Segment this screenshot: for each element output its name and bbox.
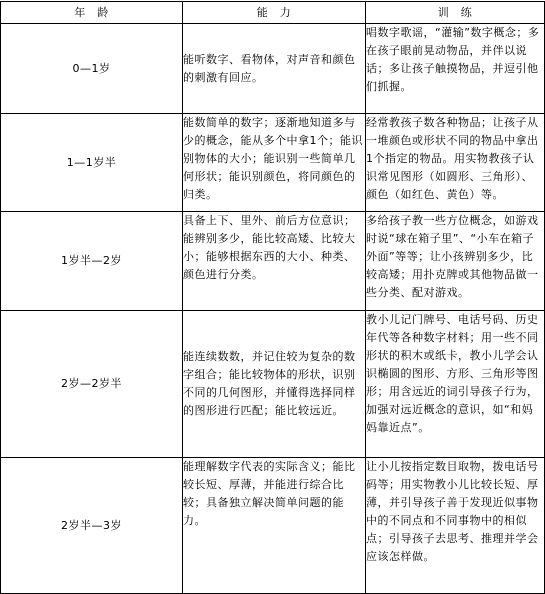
training-cell: 教小儿记门牌号、电话号码、历史年代等各种数字材料；用一些不同形状的积木或纸卡，教小儿学会认识椭圆的图形、方形、三角形等图形；用含远近的词引导孩子行为，加强对远近概念的意识，如“和妈妈靠近点”。: [366, 311, 545, 458]
age-cell: 2岁半—3岁: [1, 458, 183, 594]
age-cell: 0—1岁: [1, 24, 183, 114]
training-cell: 让小儿按指定数目取物，拨电话号码等；用实物教小儿比较长短、厚薄，并引导孩子善于发现近似事物中的不同点和不同事物中的相似点；引导孩子去思考、推理并学会应该怎样做。: [366, 458, 545, 594]
training-cell: 经常教孩子数各种物品；让孩子从一堆颜色或形状不同的物品中拿出1个指定的物品。用实物教孩子认识常见图形（如圆形、三角形）、颜色（如红色、黄色）等。: [366, 114, 545, 212]
age-cell: 1岁半—2岁: [1, 212, 183, 311]
age-cell: 1—1岁半: [1, 114, 183, 212]
ability-cell: 能听数字、看物体，对声音和颜色的刺激有回应。: [183, 24, 366, 114]
age-cell: 2岁—2岁半: [1, 311, 183, 458]
table-row: [1, 212, 545, 311]
table-row: [1, 24, 545, 114]
header-training: 训 练: [366, 2, 545, 24]
table-row: [1, 311, 545, 458]
header-row: [1, 2, 545, 24]
table-row: [1, 114, 545, 212]
ability-cell: 能理解数字代表的实际含义；能比较长短、厚薄，并能进行综合比较；具备独立解决简单问题的能力。: [183, 458, 366, 594]
table-row: [1, 458, 545, 594]
header-age: 年 龄: [1, 2, 183, 24]
ability-cell: 能连续数数，并记住较为复杂的数字组合；能比较物体的形状，识别不同的几何图形，并懂得选择同样的图形进行匹配；能比较远近。: [183, 311, 366, 458]
ability-cell: 具备上下、里外、前后方位意识；能辨别多少，能比较高矮、比较大小；能够根据东西的大小、种类、颜色进行分类。: [183, 212, 366, 311]
training-cell: 多给孩子教一些方位概念，如游戏时说“球在箱子里”、“小车在箱子外面”等等；让小孩辨别多少，比较高矮；用扑克牌或其他物品做一些分类、配对游戏。: [366, 212, 545, 311]
training-cell: 唱数字歌谣，“灌输”数字概念；多在孩子眼前晃动物品，并伴以说话；多让孩子触摸物品，并逗引他们抓握。: [366, 24, 545, 114]
development-table: [0, 1, 545, 594]
ability-cell: 能数简单的数字；逐渐地知道多与少的概念，能从多个中拿1个；能识别物体的大小；能识别一些简单几何形状；能识别颜色，将同颜色的归类。: [183, 114, 366, 212]
header-ability: 能 力: [183, 2, 366, 24]
